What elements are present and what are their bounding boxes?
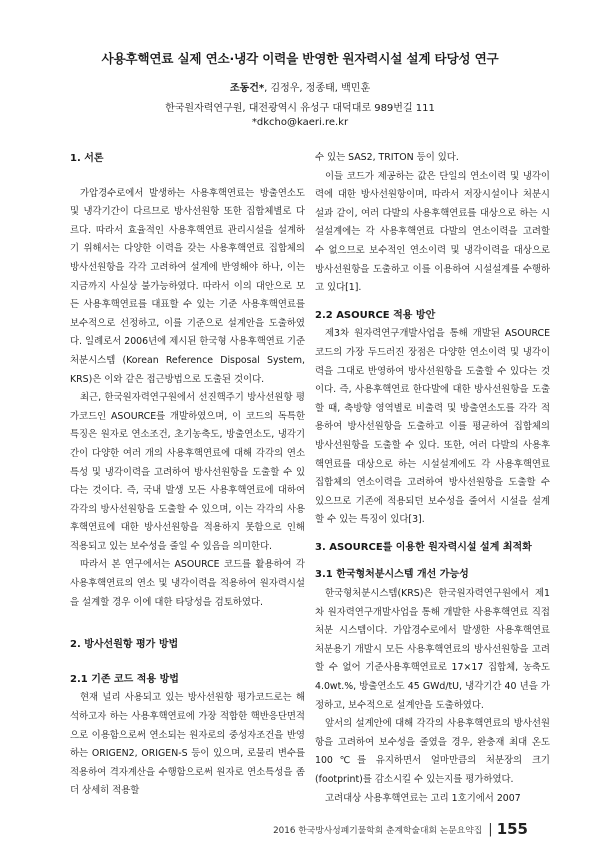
right-column	[315, 149, 550, 808]
section-3-1-paragraph-2: 앞서의 설계안에 대해 각각의 사용후핵연료의 방사선원항을 고려하여 보수성을 줄였을 경우, 완충재 최대 온도 100℃를 유지하면서 얼마만큼의 처분장의 크기(footprint)를 감소시킬 수 있는지를 평가하였다.	[315, 718, 550, 785]
section-2-heading: 2. 방사선원항 평가 방법	[70, 639, 179, 651]
page-footer	[273, 820, 528, 838]
co-authors: , 김정우, 정종태, 백민훈	[264, 83, 371, 94]
section-2-1-continuation: 수 있는 SAS2, TRITON 등이 있다.	[315, 152, 459, 163]
section-3-heading: 3. ASOURCE를 이용한 원자력시설 설계 최적화	[315, 541, 532, 553]
section-2-1-paragraph-2: 이들 코드가 제공하는 값은 단일의 연소이력 및 냉각이력에 대한 방사선원항이며, 따라서 저장시설이나 처분시설과 같이, 여러 다발의 사용후핵연료를 대상으로 하는 시설설계에는 각 사용후핵연료 다발의 연소이력을 고려할 수 없으므로 보수적인 연소이력 및 냉각이력을 대상으로 방사선원항을 도출하고 이를 이용하여 시설설계를 수행하고 있다[1].	[315, 170, 550, 294]
footer-separator: |	[488, 821, 493, 837]
section-3-1-paragraph-1: 한국형처분시스템(KRS)은 한국원자력연구원에서 제1차 원자력연구개발사업을 통해 개발한 사용후핵연료 직접처분 시스템이다. 가압경수로에서 발생한 사용후핵연료 처분용기 개발시 모든 사용후핵연료의 방사선원항을 고려할 수 없어 기준사용후핵연료로 17×17 집합체, 농축도 4.0wt.%, 방출연소도 45 GWd/tU, 냉각기간 40 년을 가정하고, 보수적으로 설계안을 도출하였다.	[315, 588, 550, 711]
section-2-1-heading: 2.1 기존 코드 적용 방법	[70, 673, 179, 685]
section-1-paragraph-2: 최근, 한국원자력연구원에서 선진핵주기 방사선원항 평가코드인 ASOURCE를 개발하였으며, 이 코드의 독특한 특징은 원자로 연소조건, 초기농축도, 방출연소도, 냉각기간이 다양한 여러 개의 사용후핵연료에 대해 각각의 연소특성 및 냉각이력을 고려하여 방사선원항을 도출할 수 있다는 것이다. 즉, 국내 발생 모든 사용후핵연료에 대하여 각각의 방사선원항을 도출할 수 있으며, 이는 각각의 사용후핵연료에 대한 방사선원항을 적용하지 못함으로 인해 적용되고 있는 보수성을 줄일 수 있음을 의미한다.	[70, 392, 305, 552]
author-email: *dkcho@kaeri.re.kr	[251, 117, 349, 128]
section-2-2-paragraph-1: 제3차 원자력연구개발사업을 통해 개발된 ASOURCE 코드의 가장 두드러진 장점은 다양한 연소이력 및 냉각이력을 그대로 반영하여 방사선원항을 도출할 수 있다는 것이다. 즉, 사용후핵연료 한다발에 대한 방사선원항을 도출할 때, 축방향 영역별로 비출력 및 방출연소도를 각각 적용하여 방사선원항을 도출하고 이를 평균하여 집합체의 방사선원항을 도출할 수 있다. 또한, 여러 다발의 사용후핵연료를 대상으로 하는 시설설계에도 각 사용후핵연료 집합체의 연소이력을 고려하여 방사선원항을 도출할 수 있으므로 기존에 적용되던 보수성을 줄여서 시설을 설계할 수 있는 특징이 있다[3].	[315, 328, 550, 526]
section-3-1-heading: 3.1 한국형처분시스템 개선 가능성	[315, 569, 469, 581]
affiliation: 한국원자력연구원, 대전광역시 유성구 대덕대로 989번길 111	[165, 103, 435, 114]
page-number: 155	[496, 820, 528, 838]
conference-name: 2016 한국방사성폐기물학회 춘계학술대회 논문요약집	[273, 825, 483, 836]
paper-title: 사용후핵연료 실제 연소·냉각 이력을 반영한 원자력시설 설계 타당성 연구	[101, 51, 499, 66]
section-2-1-paragraph-1: 현재 널리 사용되고 있는 방사선원항 평가코드로는 해석하고자 하는 사용후핵연료에 가장 적합한 핵반응단면적으로 이용함으로써 연소되는 원자로의 중성자조건을 반영하는 ORIGEN2, ORIGEN-S 등이 있으며, 로물리 변수를 적용하여 격자계산을 수행함으로써 원자로 연소특성을 좀 더 상세히 적용할	[70, 692, 305, 797]
section-1-paragraph-1: 가압경수로에서 발생하는 사용후핵연료는 방출연소도 및 냉각기간이 다르므로 방사선원항 또한 집합체별로 다르다. 따라서 효율적인 사용후핵연료 관리시설을 설계하기 위해서는 다양한 이력을 갖는 사용후핵연료 집합체의 방사선원항을 각각 고려하여 설계에 반영해야 하나, 이는 지금까지 사실상 불가능하였다. 따라서 이의 대안으로 모든 사용후핵연료를 대표할 수 있는 기준 사용후핵연료를 보수적으로 선정하고, 이를 기준으로 설계안을 도출하였다. 일례로서 2006년에 제시된 한국형 사용후핵연료 기준 처분시스템 (Korean Reference Disposal System, KRS)은 이와 같은 접근방법으로 도출된 것이다.	[70, 187, 305, 385]
section-3-1-paragraph-3: 고려대상 사용후핵연료는 고리 1호기에서 2007	[325, 792, 521, 804]
section-2-2-heading: 2.2 ASOURCE 적용 방안	[315, 309, 436, 321]
section-1-paragraph-3: 따라서 본 연구에서는 ASOURCE 코드를 활용하여 각 사용후핵연료의 연소 및 냉각이력을 적용하여 원자력시설을 설계할 경우 이에 대한 타당성을 검토하였다.	[70, 559, 305, 608]
author-line	[0, 79, 600, 94]
section-1-heading: 1. 서론	[70, 153, 104, 164]
corresponding-author: 조동건*	[229, 83, 265, 94]
left-column	[70, 150, 305, 801]
